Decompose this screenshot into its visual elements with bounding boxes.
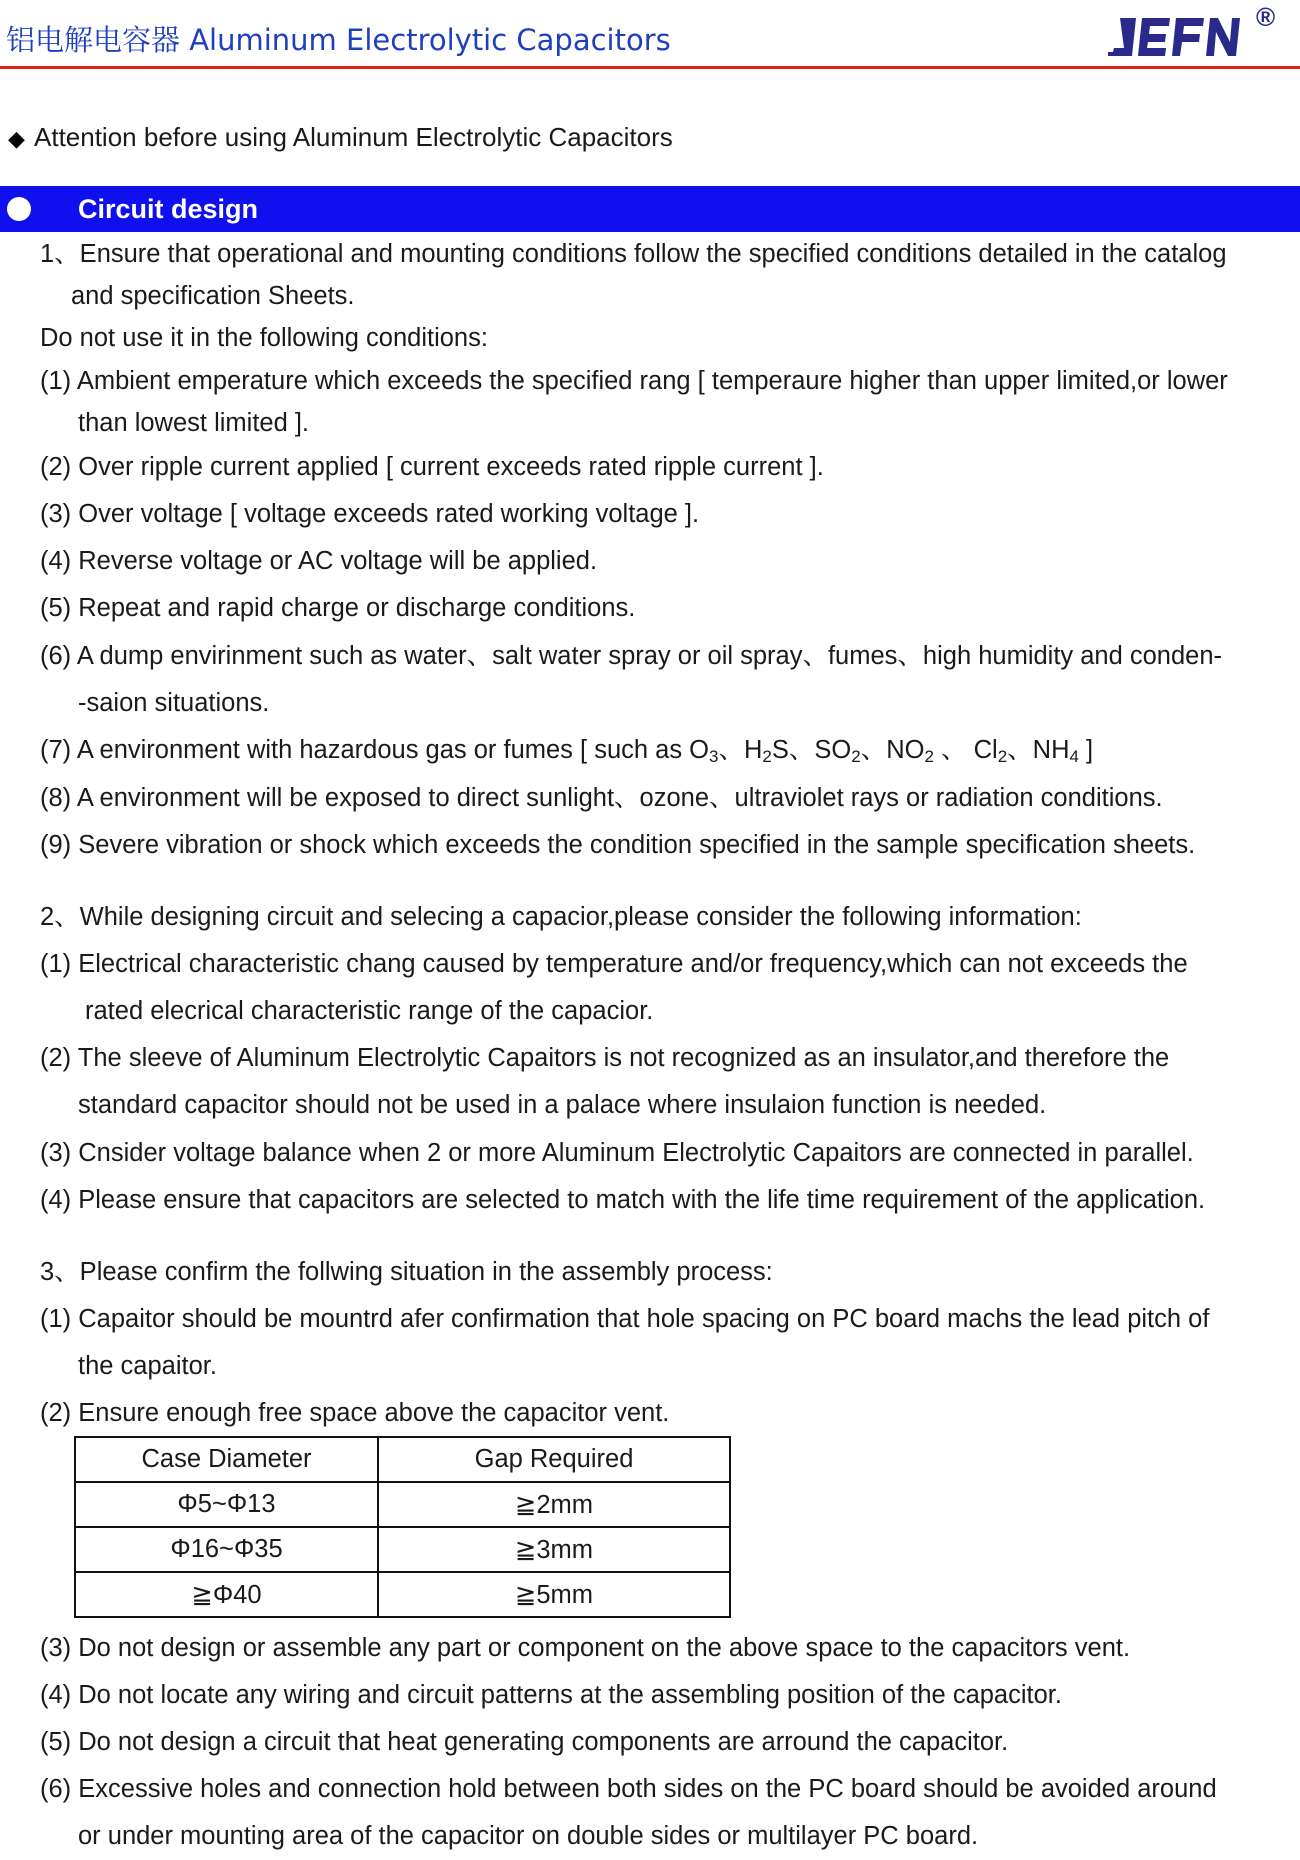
table-row	[75, 1482, 730, 1527]
condition-6: (6) A dump envirinment such as water、salt water spray or oil spray、fumes、high humidity and conden-	[40, 642, 1223, 670]
subscript: 2	[762, 747, 772, 766]
condition-7-text: 、NO	[860, 736, 925, 764]
condition-3: (3) Over voltage [ voltage exceeds rated working voltage ].	[40, 500, 700, 528]
assembly-3: (3) Do not design or assemble any part or component on the above space to the capacitors vent.	[40, 1634, 1131, 1662]
condition-7-text: ]	[1078, 736, 1094, 764]
condition-1: (1) Ambient emperature which exceeds the specified rang [ temperaure higher than upper limited,or lower	[40, 367, 1228, 395]
page-header	[0, 0, 1300, 70]
condition-7-text: 、NH	[1007, 736, 1070, 764]
table-row	[75, 1527, 730, 1572]
table-header-cell: Gap Required	[378, 1437, 730, 1482]
assembly-6-cont: or under mounting area of the capacitor on double sides or multilayer PC board.	[78, 1822, 979, 1850]
table-cell: ≧2mm	[378, 1482, 730, 1527]
table-cell: ≧Φ40	[75, 1572, 378, 1617]
info-3: (3) Cnsider voltage balance when 2 or more Aluminum Electrolytic Capaitors are connected in parallel.	[40, 1139, 1194, 1167]
condition-2: (2) Over ripple current applied [ current exceeds rated ripple current ].	[40, 453, 824, 481]
item-3: 3、Please confirm the follwing situation in the assembly process:	[40, 1258, 773, 1286]
subscript: 4	[1069, 747, 1079, 766]
subscript: 3	[709, 747, 719, 766]
table-cell: Φ5~Φ13	[75, 1482, 378, 1527]
diamond-bullet-icon: ◆	[8, 126, 25, 151]
table-row	[75, 1572, 730, 1617]
table-cell: ≧5mm	[378, 1572, 730, 1617]
subscript: 2	[997, 747, 1008, 766]
info-4: (4) Please ensure that capacitors are selected to match with the life time requirement of the application.	[40, 1186, 1206, 1214]
registered-mark: ®	[1256, 2, 1276, 32]
condition-7-text: S、SO	[771, 736, 852, 764]
section-title: Circuit design	[78, 194, 259, 224]
table-cell: Φ16~Φ35	[75, 1527, 378, 1572]
item-1: 1、Ensure that operational and mounting conditions follow the specified conditions detailed in the catalog	[40, 240, 1227, 268]
info-2: (2) The sleeve of Aluminum Electrolytic Capaitors is not recognized as an insulator,and therefore the	[40, 1044, 1170, 1072]
condition-6-cont: -saion situations.	[78, 689, 270, 717]
assembly-4: (4) Do not locate any wiring and circuit patterns at the assembling position of the capacitor.	[40, 1681, 1062, 1709]
conditions-lead: Do not use it in the following conditions:	[40, 324, 488, 352]
gap-table	[74, 1436, 731, 1618]
condition-1-cont: than lowest limited ].	[78, 409, 310, 437]
condition-5: (5) Repeat and rapid charge or discharge conditions.	[40, 594, 636, 622]
condition-8: (8) A environment will be exposed to direct sunlight、ozone、ultraviolet rays or radiation conditions.	[40, 784, 1163, 812]
assembly-5: (5) Do not design a circuit that heat generating components are arround the capacitor.	[40, 1728, 1009, 1756]
condition-7	[40, 735, 1093, 765]
assembly-1-cont: the capaitor.	[78, 1352, 217, 1380]
info-1-cont: rated elecrical characteristic range of the capacior.	[85, 997, 654, 1025]
subscript: 2	[851, 747, 861, 766]
attention-text: Attention before using Aluminum Electrolytic Capacitors	[34, 122, 673, 152]
condition-7-text: 、H	[718, 736, 763, 764]
assembly-6: (6) Excessive holes and connection hold between both sides on the PC board should be avoided around	[40, 1775, 1217, 1803]
brand-logo	[1108, 2, 1288, 62]
table-cell: ≧3mm	[378, 1527, 730, 1572]
item-2: 2、While designing circuit and selecing a capacior,please consider the following information:	[40, 903, 1082, 931]
table-header-cell: Case Diameter	[75, 1437, 378, 1482]
assembly-2: (2) Ensure enough free space above the capacitor vent.	[40, 1399, 670, 1427]
subscript: 2	[924, 747, 934, 766]
header-divider	[0, 66, 1300, 69]
info-1: (1) Electrical characteristic chang caused by temperature and/or frequency,which can not exceeds the	[40, 950, 1188, 978]
header-title: 铝电解电容器 Aluminum Electrolytic Capacitors	[6, 23, 671, 57]
attention-heading	[8, 122, 673, 153]
item-1-cont: and specification Sheets.	[71, 282, 355, 310]
condition-7-text: (7) A environment with hazardous gas or fumes [ such as O	[40, 736, 709, 764]
info-2-cont: standard capacitor should not be used in a palace where insulaion function is needed.	[78, 1091, 1047, 1119]
section-bar-circuit-design	[0, 186, 1300, 232]
condition-9: (9) Severe vibration or shock which exceeds the condition specified in the sample specification sheets.	[40, 831, 1196, 859]
table-header-row	[75, 1437, 730, 1482]
condition-7-text: 、 Cl	[933, 736, 998, 764]
circle-bullet-icon	[7, 197, 31, 221]
assembly-1: (1) Capaitor should be mountrd afer confirmation that hole spacing on PC board machs the lead pitch of	[40, 1305, 1210, 1333]
jefn-logo-icon	[1108, 16, 1248, 62]
condition-4: (4) Reverse voltage or AC voltage will be applied.	[40, 547, 598, 575]
